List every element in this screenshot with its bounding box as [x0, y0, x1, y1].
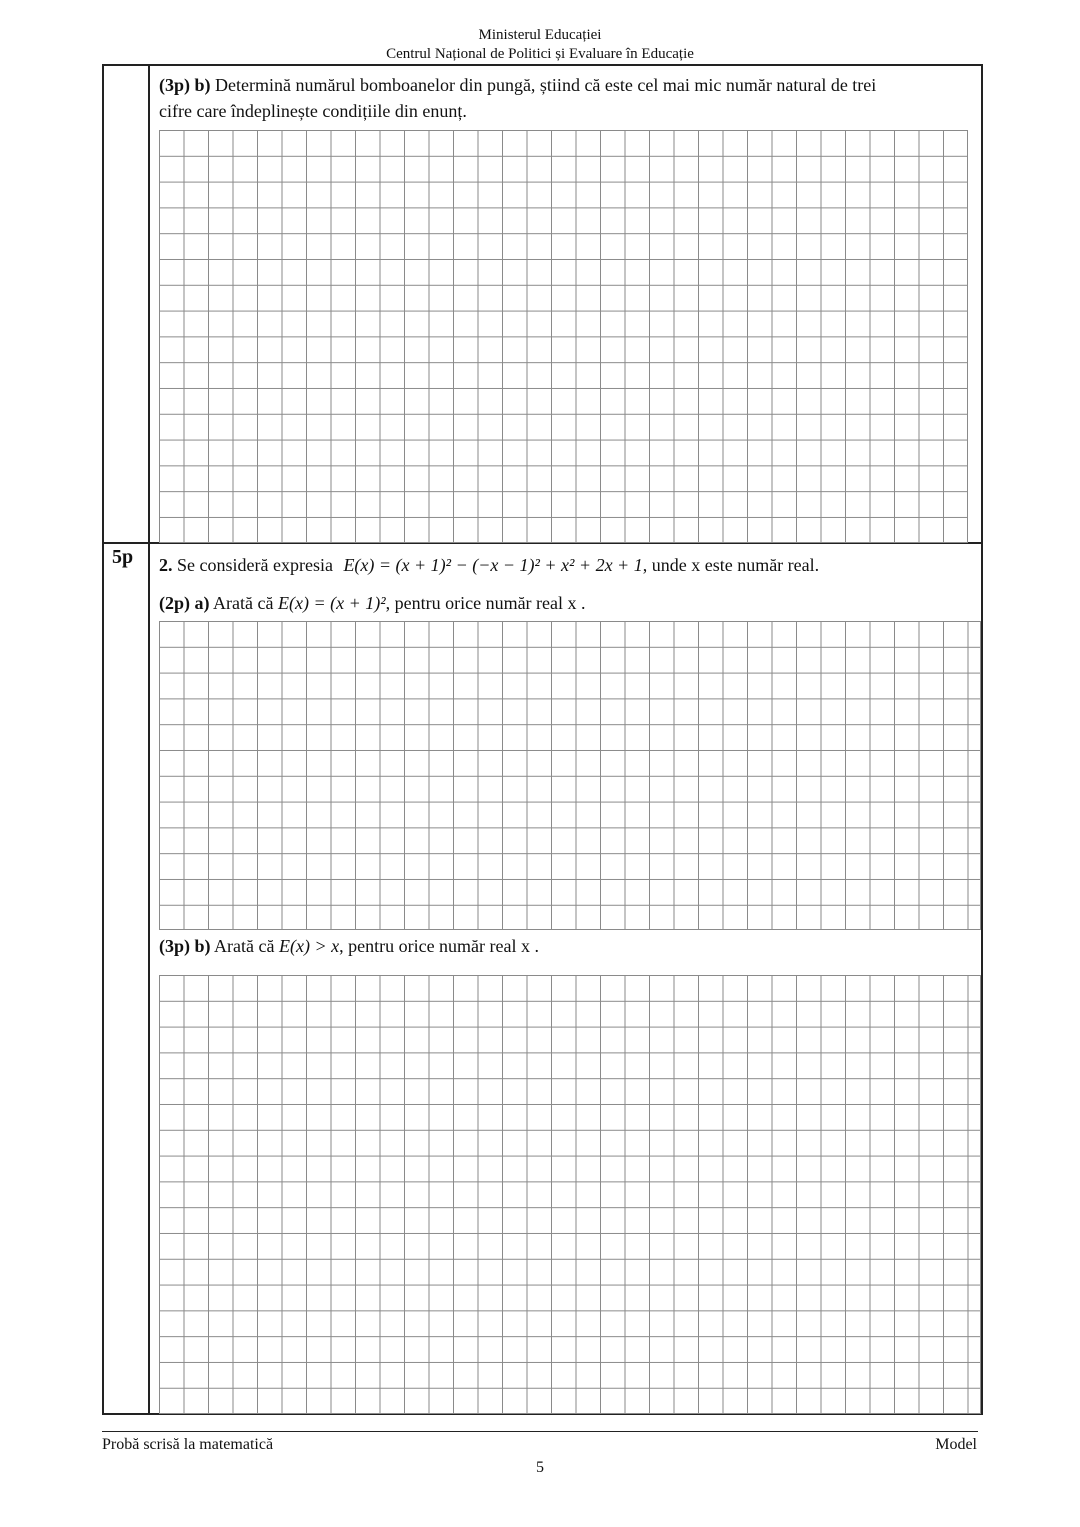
header-center: Centrul Național de Politici și Evaluare în Educație	[386, 46, 694, 62]
task2a-expression: E(x) = (x + 1)²	[277, 593, 386, 613]
task2b-statement	[159, 933, 539, 959]
task1b-letter: b)	[194, 75, 211, 95]
task2b-text: Arată că	[214, 936, 275, 956]
task2b-expression: E(x) > x	[278, 936, 340, 956]
task2b-points: (3p)	[159, 936, 190, 956]
table-top-border	[102, 64, 983, 66]
answer-grid-task1b[interactable]	[159, 130, 968, 543]
task2a-text: Arată că	[213, 593, 274, 613]
task2a-tail: , pentru orice număr real x .	[385, 593, 586, 613]
page-number: 5	[536, 1459, 544, 1476]
task2-score: 5p	[112, 546, 134, 568]
footer-right: Model	[935, 1436, 977, 1453]
score-column-divider	[148, 64, 150, 1415]
task1b-line2: cifre care îndeplinește condițiile din enunț.	[159, 101, 467, 121]
footer-rule	[102, 1431, 978, 1432]
task2-expression: E(x) = (x + 1)² − (−x − 1)² + x² + 2x + 1	[343, 555, 643, 575]
task2b-letter: b)	[194, 936, 211, 956]
header-ministry: Ministerul Educației	[478, 27, 602, 43]
task2-statement	[159, 552, 819, 578]
task1b-points: (3p)	[159, 75, 190, 95]
task1b-text: Determină numărul bomboanelor din pungă, știind că este cel mai mic număr natural de trei	[215, 75, 877, 95]
answer-grid-task2b[interactable]	[159, 975, 981, 1414]
task2-intro: Se consideră expresia	[177, 555, 333, 575]
answer-grid-task2a[interactable]	[159, 621, 981, 930]
task2-number: 2.	[159, 555, 173, 575]
table-left-border	[102, 64, 104, 1415]
task2a-points: (2p)	[159, 593, 190, 613]
task2a-letter: a)	[194, 593, 210, 613]
task1b-line1	[159, 72, 876, 98]
table-right-border	[981, 64, 983, 1415]
task2-tail: , unde x este număr real.	[642, 555, 820, 575]
footer-left: Probă scrisă la matematică	[102, 1436, 274, 1453]
task2b-tail: , pentru orice număr real x .	[339, 936, 540, 956]
task2a-statement	[159, 590, 586, 616]
